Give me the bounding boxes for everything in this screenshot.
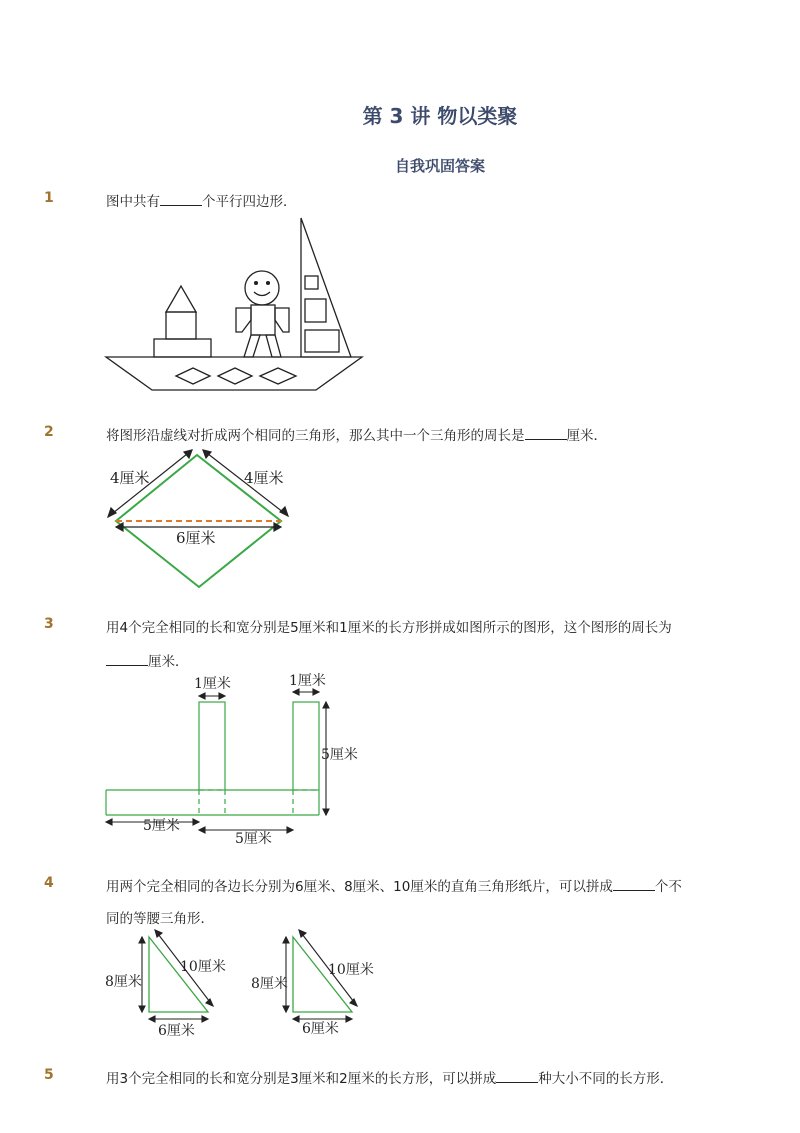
- dim-label: 6厘米: [302, 1021, 339, 1037]
- question-number: 1: [44, 190, 54, 206]
- question-number: 5: [44, 1067, 54, 1083]
- dim-label: 5厘米: [143, 818, 180, 834]
- arrowhead: [206, 999, 213, 1006]
- question-text-part: 个平行四边形．: [202, 194, 297, 210]
- question-text-part: 用3个完全相同的长和宽分别是3厘米和2厘米的长方形，可以拼成: [106, 1071, 497, 1087]
- arrowhead: [155, 930, 162, 937]
- dim-label: 1厘米: [289, 673, 326, 689]
- dim-label: 1厘米: [194, 676, 231, 692]
- arrowhead: [350, 999, 357, 1006]
- arrowhead: [202, 1016, 208, 1022]
- arrowhead: [346, 1016, 352, 1022]
- arrowhead: [283, 937, 289, 943]
- dim-label-right: 4厘米: [244, 469, 284, 487]
- page-title: 第 3 讲 物以类聚: [362, 104, 518, 128]
- arrowhead: [139, 1006, 145, 1012]
- question-text: 用4个完全相同的长和宽分别是5厘米和1厘米的长方形拼成如图所示的图形，这个图形的周长为: [106, 620, 672, 636]
- dim-label-bottom: 6厘米: [176, 529, 216, 547]
- dim-label: 8厘米: [105, 974, 142, 990]
- dim-label: 5厘米: [235, 831, 272, 847]
- question-number: 3: [44, 616, 54, 632]
- arrowhead: [293, 1016, 299, 1022]
- arrowhead: [139, 937, 145, 943]
- dim-label-left: 4厘米: [110, 469, 150, 487]
- question-number: 4: [44, 875, 54, 891]
- question-text-part: 厘米．: [566, 428, 607, 444]
- dim-label: 5厘米: [321, 747, 358, 763]
- question-text-part: 种大小不同的长方形．: [538, 1071, 674, 1087]
- question-number: 2: [44, 424, 54, 440]
- question-text-part: 用两个完全相同的各边长分别为6厘米、8厘米、10厘米的直角三角形纸片，可以拼成: [106, 879, 613, 895]
- dim-label: 8厘米: [251, 976, 288, 992]
- arrowhead: [149, 1016, 155, 1022]
- dim-label: 10厘米: [180, 959, 226, 975]
- arrowhead: [283, 1006, 289, 1012]
- question-text-part: 将图形沿虚线对折成两个相同的三角形，那么其中一个三角形的周长是: [106, 428, 525, 444]
- question-text-part: 个不: [654, 879, 682, 895]
- question-text-part: 厘米．: [148, 654, 189, 670]
- dim-label: 10厘米: [328, 962, 374, 978]
- question-text: 同的等腰三角形．: [106, 911, 214, 927]
- arrowhead: [299, 930, 306, 937]
- question-text-part: 图中共有: [106, 194, 160, 210]
- dim-label: 6厘米: [158, 1023, 195, 1039]
- answer-blank[interactable]: [496, 1070, 538, 1083]
- question-text: [106, 1067, 673, 1087]
- page-subtitle: 自我巩固答案: [394, 157, 485, 175]
